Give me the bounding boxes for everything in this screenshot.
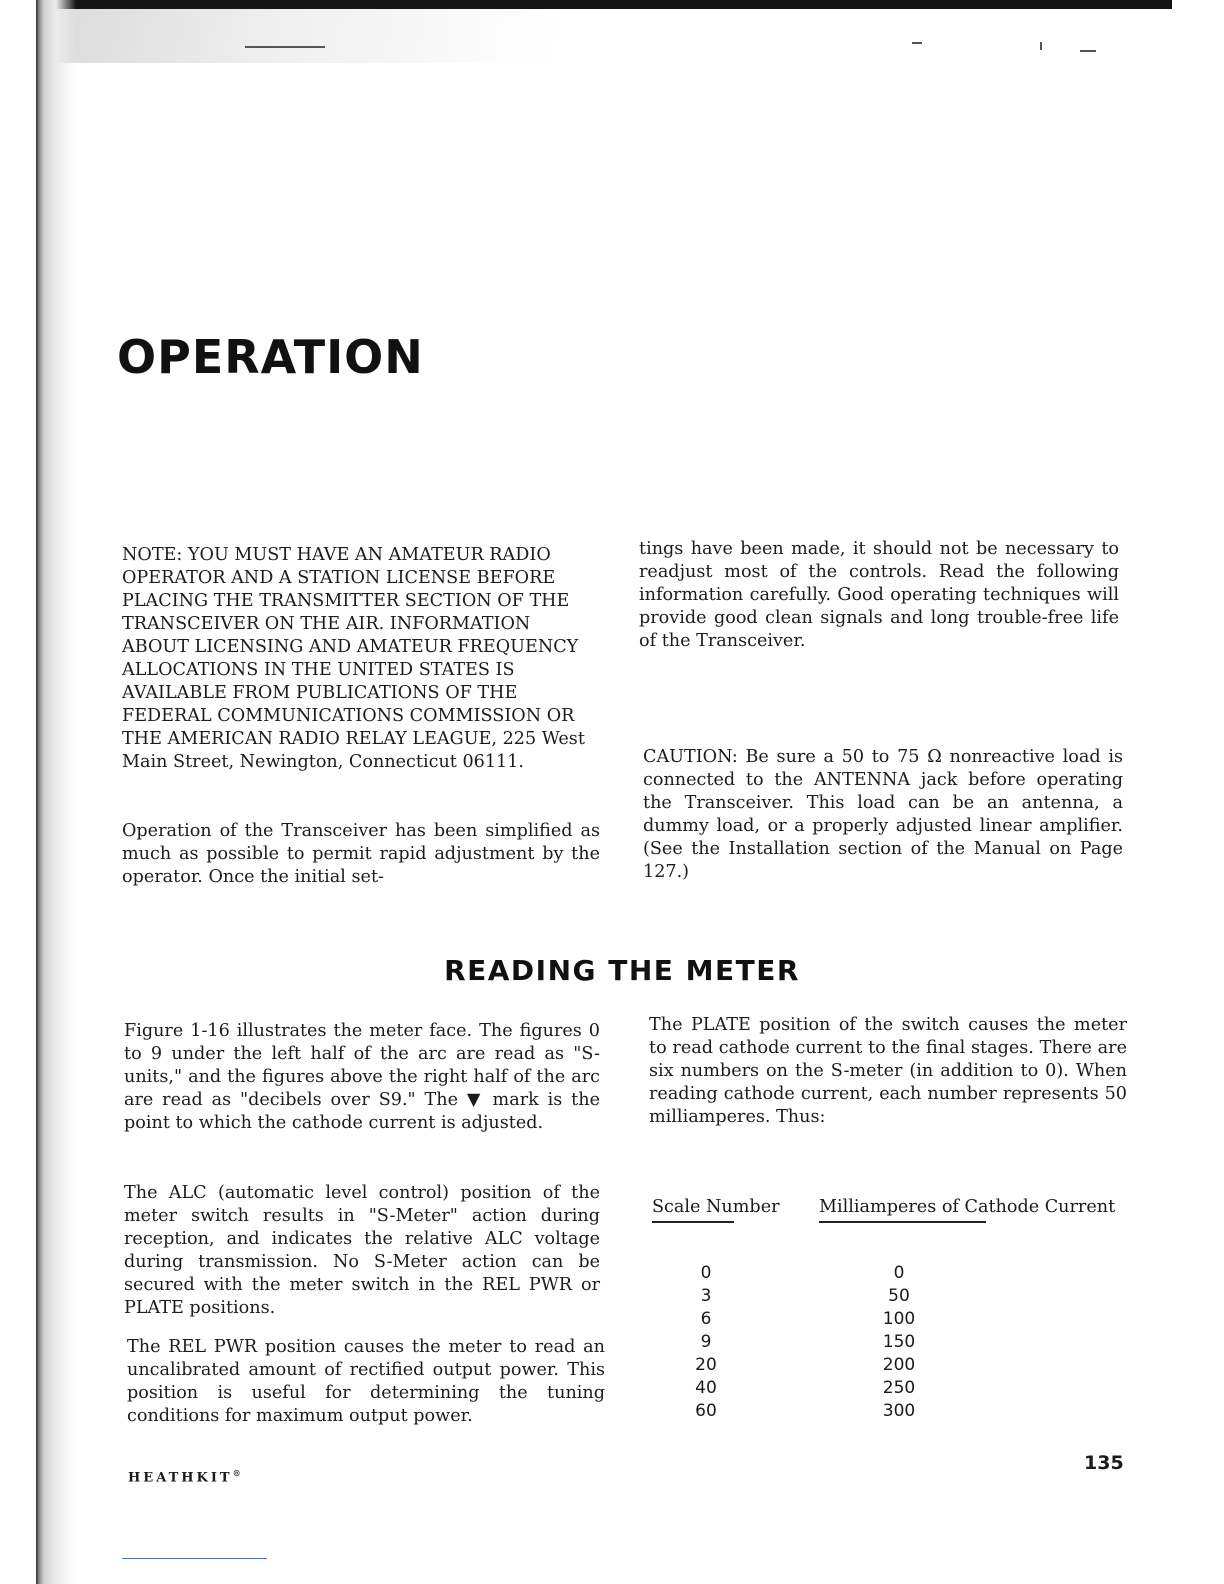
table-header-milliamperes: Milliamperes of Cathode Current: [819, 1196, 986, 1223]
scan-mark: [1040, 42, 1042, 50]
meter-paragraph-2: The ALC (automatic level control) position of the meter switch results in "S-Meter" action during reception, and indicates the relative ALC voltage during transmission. No S-Meter action can be secured with the meter switch in the REL PWR or PLATE positions.: [124, 1183, 600, 1318]
ma-cell: 300: [882, 1401, 916, 1421]
page-number: 135: [1084, 1452, 1124, 1474]
ma-cell: 100: [882, 1309, 916, 1329]
ma-cell: 200: [882, 1355, 916, 1375]
ma-cell: 150: [882, 1332, 916, 1352]
scan-mark: [245, 46, 325, 48]
table-row: [652, 1285, 986, 1308]
scan-mark: [912, 42, 922, 44]
table-row: [652, 1331, 986, 1354]
table-row: [652, 1262, 986, 1285]
scan-border-left: [36, 0, 76, 1584]
scale-cell: 3: [700, 1286, 712, 1306]
scale-cell: 6: [700, 1309, 712, 1329]
scale-cell: 0: [700, 1263, 712, 1283]
registered-mark: ®: [232, 1468, 241, 1478]
scale-cell: 9: [700, 1332, 712, 1352]
scale-cell: 40: [695, 1378, 717, 1398]
meter-paragraph-4: The PLATE position of the switch causes the meter to read cathode current to the final stages. There are six numbers on the S-meter (in addition to 0). When reading cathode current, each number represents 50 milliamperes. Thus:: [649, 1015, 1127, 1127]
intro-paragraph-continued: tings have been made, it should not be necessary to readjust most of the controls. Read the following information carefully. Good operating techniques will provide good clean signals and long trouble-free life of the Transceiver.: [639, 539, 1119, 651]
table-body: [652, 1262, 986, 1423]
caution-paragraph: CAUTION: Be sure a 50 to 75 Ω nonreactive load is connected to the ANTENNA jack before operating the Transceiver. This load can be an antenna, a dummy load, or a properly adjusted linear amplifier. (See the Installation section of the Manual on Page 127.): [643, 747, 1123, 882]
ma-cell: 250: [882, 1378, 916, 1398]
scale-cell: 60: [695, 1401, 717, 1421]
scan-mark: [1080, 50, 1096, 52]
scan-shadow-top: [36, 9, 556, 63]
table-row: [652, 1354, 986, 1377]
page-title: OPERATION: [117, 330, 424, 384]
footer-brand: [128, 1468, 241, 1485]
ma-cell: 0: [893, 1263, 905, 1283]
table-header-scale: Scale Number: [652, 1196, 734, 1223]
scan-border-top: [36, 0, 1172, 9]
table-row: [652, 1377, 986, 1400]
scale-cell: 20: [695, 1355, 717, 1375]
intro-paragraph: Operation of the Transceiver has been simplified as much as possible to permit rapid adjustment by the operator. Once the initial set-: [122, 821, 600, 887]
table-row: [652, 1400, 986, 1423]
meter-paragraph-3: The REL PWR position causes the meter to read an uncalibrated amount of rectified output power. This position is useful for determining the tuning conditions for maximum output power.: [127, 1337, 605, 1426]
brand-text: HEATHKIT: [128, 1470, 233, 1486]
table-row: [652, 1308, 986, 1331]
meter-paragraph-1: Figure 1-16 illustrates the meter face. The figures 0 to 9 under the left half of the arc are read as "S-units," and the figures above the right half of the arc are read as "decibels over S9." The ▼ mark is the point to which the cathode current is adjusted.: [124, 1021, 600, 1133]
footer-rule: [122, 1558, 267, 1559]
ma-cell: 50: [888, 1286, 910, 1306]
section-title: READING THE METER: [444, 954, 800, 987]
license-note: NOTE: YOU MUST HAVE AN AMATEUR RADIO OPERATOR AND A STATION LICENSE BEFORE PLACING THE TRANSMITTER SECTION OF THE TRANSCEIVER ON THE AIR. INFORMATION ABOUT LICENSING AND AMATEUR FREQUENCY ALLOCATIONS IN THE UNITED STATES IS AVAILABLE FROM PUBLICATIONS OF THE FEDERAL COMMUNICATIONS COMMISSION OR THE AMERICAN RADIO RELAY LEAGUE, 225 West Main Street, Newington, Connecticut 06111.: [122, 545, 585, 772]
